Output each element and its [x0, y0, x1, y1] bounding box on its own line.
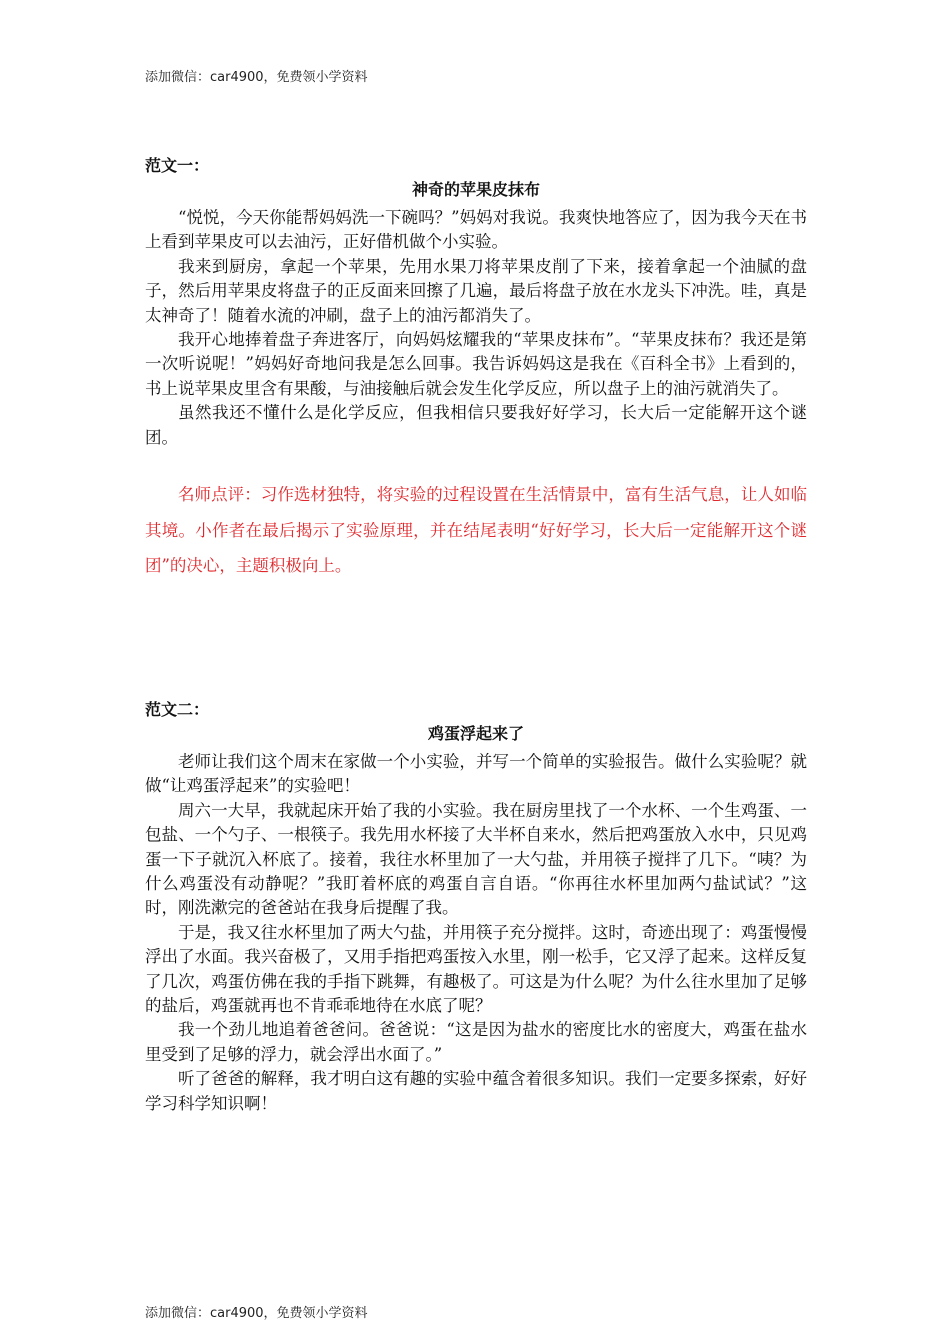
paragraph: 我开心地捧着盘子奔进客厅，向妈妈炫耀我的“苹果皮抹布”。“苹果皮抹布？我还是第一次听说呢！”妈妈好奇地问我是怎么回事。我告诉妈妈这是我在《百科全书》上看到的，书上说苹果皮里含有果酸，与油接触后就会发生化学反应，所以盘子上的油污就消失了。: [145, 330, 807, 398]
paragraph: 我来到厨房，拿起一个苹果，先用水果刀将苹果皮削了下来，接着拿起一个油腻的盘子，然后用苹果皮将盘子的正反面来回擦了几遍，最后将盘子放在水龙头下冲洗。哇，真是太神奇了！随着水流的冲刷，盘子上的油污都消失了。: [145, 256, 807, 325]
paragraph: 周六一大早，我就起床开始了我的小实验。我在厨房里找了一个水杯、一个生鸡蛋、一包盐、一个勺子、一根筷子。我先用水杯接了大半杯自来水，然后把鸡蛋放入水中，只见鸡蛋一下子就沉入杯底了。接着，我往水杯里加了一大勺盐，并用筷子搅拌了几下。“咦？为什么鸡蛋没有动静呢？”我盯着杯底的鸡蛋自言自语。“你再往水杯里加两勺盐试试？”这时，刚洗漱完的爸爸站在我身后提醒了我。: [145, 800, 807, 918]
paragraph: 虽然我还不懂什么是化学反应，但我相信只要我好好学习，长大后一定能解开这个谜团。: [145, 403, 807, 447]
essay-two-title: 鸡蛋浮起来了: [427, 724, 524, 743]
page-footer: 添加微信：car4900，免费领小学资料: [145, 1306, 368, 1321]
essay-one-title: 神奇的苹果皮抹布: [411, 180, 540, 199]
essay-two: [145, 698, 807, 1116]
paragraph: “悦悦，今天你能帮妈妈洗一下碗吗？”妈妈对我说。我爽快地答应了，因为我今天在书上看到苹果皮可以去油污，正好借机做个小实验。: [145, 208, 807, 252]
paragraph: 老师让我们这个周末在家做一个小实验，并写一个简单的实验报告。做什么实验呢？就做“让鸡蛋浮起来”的实验吧！: [145, 752, 807, 796]
paragraph: 听了爸爸的解释，我才明白这有趣的实验中蕴含着很多知识。我们一定要多探索，好好学习科学知识啊！: [145, 1069, 807, 1113]
paragraph: 于是，我又往水杯里加了两大勺盐，并用筷子充分搅拌。这时，奇迹出现了：鸡蛋慢慢浮出了水面。我兴奋极了，又用手指把鸡蛋按入水里，刚一松手，它又浮了起来。这样反复了几次，鸡蛋仿佛在我的手指下跳舞，有趣极了。可这是为什么呢？为什么往水里加了足够的盐后，鸡蛋就再也不肯乖乖地待在水底了呢？: [145, 922, 807, 1016]
teacher-comment: 名师点评：习作选材独特，将实验的过程设置在生活情景中，富有生活气息，让人如临其境。小作者在最后揭示了实验原理，并在结尾表明“好好学习，长大后一定能解开这个谜团”的决心，主题积极向上。: [145, 485, 807, 576]
paragraph: 我一个劲儿地追着爸爸问。爸爸说：“这是因为盐水的密度比水的密度大，鸡蛋在盐水里受到了足够的浮力，就会浮出水面了。”: [145, 1020, 807, 1064]
essay-two-label: 范文二：: [145, 700, 210, 719]
page-header: 添加微信：car4900，免费领小学资料: [145, 70, 368, 85]
essay-one: [145, 154, 807, 584]
essay-one-label: 范文一：: [145, 156, 210, 175]
